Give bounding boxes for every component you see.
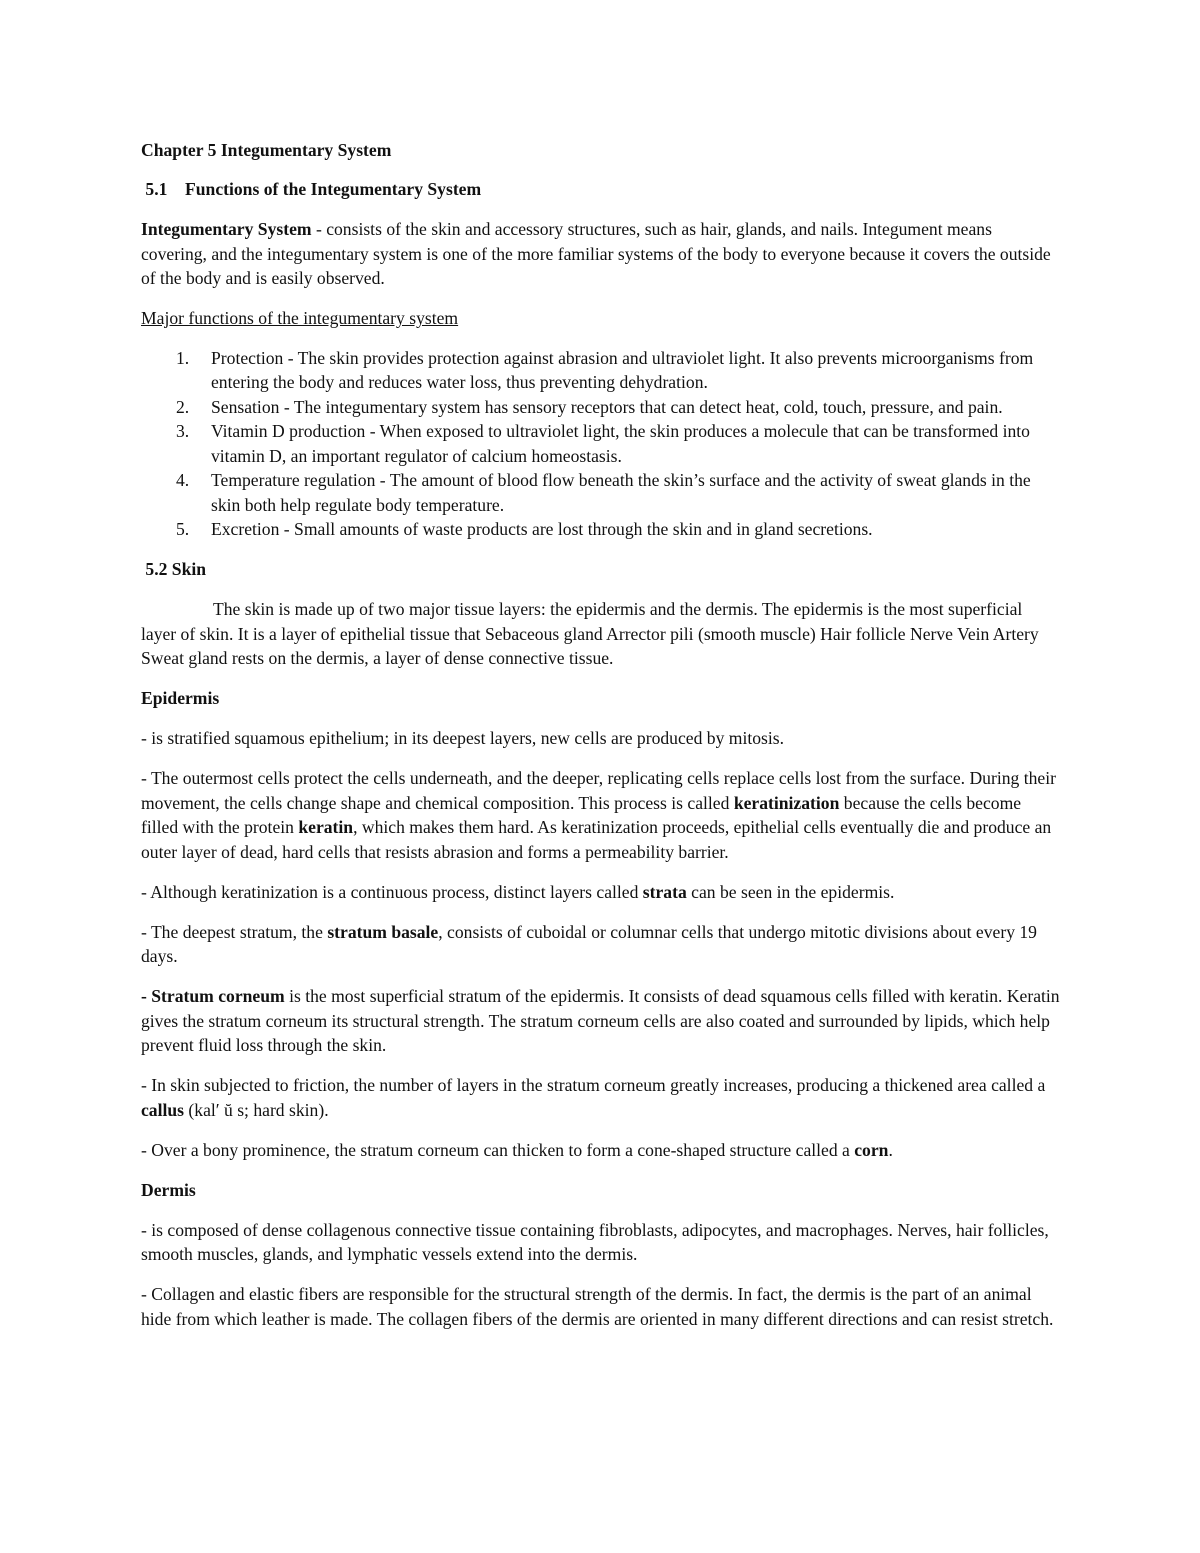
text-run: - The outermost cells protect the cells underneath, and the deeper, replicating cells replace cells lost from the surface. During their movement, the cells change shape and chemical composition. This process is called [141, 768, 1056, 813]
functions-heading: Major functions of the integumentary system [141, 308, 459, 328]
text-run: can be seen in the epidermis. [686, 881, 895, 902]
dermis-paragraph-1: - is composed of dense collagenous connective tissue containing fibroblasts, adipocytes, and macrophages. Nerves, hair follicles, smooth muscles, glands, and lymphatic vessels extend into the dermis. [141, 1219, 1049, 1264]
list-item [141, 395, 1061, 420]
term-keratin: keratin [298, 817, 354, 837]
document-page [141, 138, 1061, 1331]
list-item [141, 468, 1061, 517]
text-run: , which makes them hard. As keratinization proceeds, epithelial cells eventually die and produce an outer layer of dead, hard cells that resists abrasion and forms a permeability barrier. [141, 817, 1052, 862]
term-stratum-corneum: Stratum corneum [151, 986, 285, 1006]
epidermis-paragraph-3 [141, 880, 1061, 905]
intro-text: - consists of the skin and accessory structures, such as hair, glands, and nails. Integument means covering, and the integumentary system is one of the more familiar systems of the body to everyone because it covers the outside of the body and is easily observed. [141, 219, 1051, 288]
list-item [141, 346, 1061, 395]
epidermis-paragraph-4 [141, 920, 1061, 969]
section-number: 5.1 [145, 179, 168, 199]
term-corn: corn [854, 1139, 889, 1160]
section-title: 5.2 Skin [145, 559, 207, 579]
list-item-text: Excretion - Small amounts of waste products are lost through the skin and in gland secretions. [211, 519, 873, 539]
text-run: - Over a bony prominence, the stratum corneum can thicken to form a cone-shaped structure called a [141, 1139, 855, 1160]
list-item-text: Protection - The skin provides protection against abrasion and ultraviolet light. It also prevents microorganisms from entering the body and reduces water loss, thus preventing dehydration. [211, 347, 1034, 392]
list-item-text: Sensation - The integumentary system has sensory receptors that can detect heat, cold, touch, pressure, and pain. [211, 396, 1003, 417]
list-item-number: 5. [176, 519, 190, 539]
text-run: is the most superficial stratum of the epidermis. It consists of dead squamous cells filled with keratin. Keratin gives the stratum corneum its structural strength. The stratum corneum cells are also coated and surrounded by lipids, which help prevent fluid loss through the skin. [141, 986, 1060, 1055]
dermis-paragraph-2: - Collagen and elastic fibers are responsible for the structural strength of the dermis. In fact, the dermis is the part of an animal hide from which leather is made. The collagen fibers of the dermis are oriented in many different directions and can resist stretch. [141, 1284, 1054, 1329]
term-stratum-basale: stratum basale [327, 921, 439, 942]
functions-list [141, 346, 1061, 542]
list-item-number: 4. [176, 470, 190, 490]
text-run: - The deepest stratum, the [141, 921, 328, 942]
text-run: because the cells become filled with the protein [141, 792, 1022, 837]
list-item-number: 1. [176, 347, 190, 368]
epidermis-heading: Epidermis [141, 688, 220, 708]
list-item-number: 3. [176, 421, 190, 441]
dermis-heading: Dermis [141, 1179, 196, 1200]
text-run: - Although keratinization is a continuous process, distinct layers called [141, 881, 643, 902]
list-item [141, 419, 1061, 468]
text-run: . [888, 1139, 893, 1160]
section-heading-5-1 [141, 177, 1061, 202]
list-item-text: Vitamin D production - When exposed to ultraviolet light, the skin produces a molecule that can be transformed into vitamin D, an important regulator of calcium homeostasis. [211, 421, 1030, 466]
text-run: (kal′ ŭ s; hard skin). [184, 1099, 329, 1120]
text-run: , consists of cuboidal or columnar cells that undergo mitotic divisions about every 19 days. [141, 921, 1037, 966]
list-item-number: 2. [176, 396, 190, 417]
intro-paragraph [141, 217, 1061, 291]
intro-term: Integumentary System [141, 219, 312, 239]
text-run: - [141, 986, 152, 1006]
epidermis-paragraph-7 [141, 1138, 1061, 1163]
section-heading-5-2 [141, 557, 1061, 582]
term-callus: callus [141, 1099, 185, 1120]
skin-paragraph: The skin is made up of two major tissue layers: the epidermis and the dermis. The epidermis is the most superficial layer of skin. It is a layer of epithelial tissue that Sebaceous gland Arrector pili (smooth muscle) Hair follicle Nerve Vein Artery Sweat gland rests on the dermis, a layer of dense connective tissue. [141, 599, 1039, 668]
epidermis-paragraph-5 [141, 984, 1061, 1058]
text-run: - In skin subjected to friction, the number of layers in the stratum corneum greatly increases, producing a thickened area called a [141, 1075, 1046, 1095]
list-item-text: Temperature regulation - The amount of blood flow beneath the skin’s surface and the activity of sweat glands in the skin both help regulate body temperature. [211, 470, 1031, 515]
chapter-title: Chapter 5 Integumentary System [141, 140, 392, 160]
term-strata: strata [642, 881, 687, 902]
epidermis-paragraph-2 [141, 766, 1061, 864]
list-item [141, 517, 1061, 542]
term-keratinization: keratinization [733, 792, 840, 813]
epidermis-paragraph-6 [141, 1073, 1061, 1122]
section-title: Functions of the Integumentary System [185, 179, 482, 199]
epidermis-paragraph-1: - is stratified squamous epithelium; in its deepest layers, new cells are produced by mitosis. [141, 728, 785, 748]
